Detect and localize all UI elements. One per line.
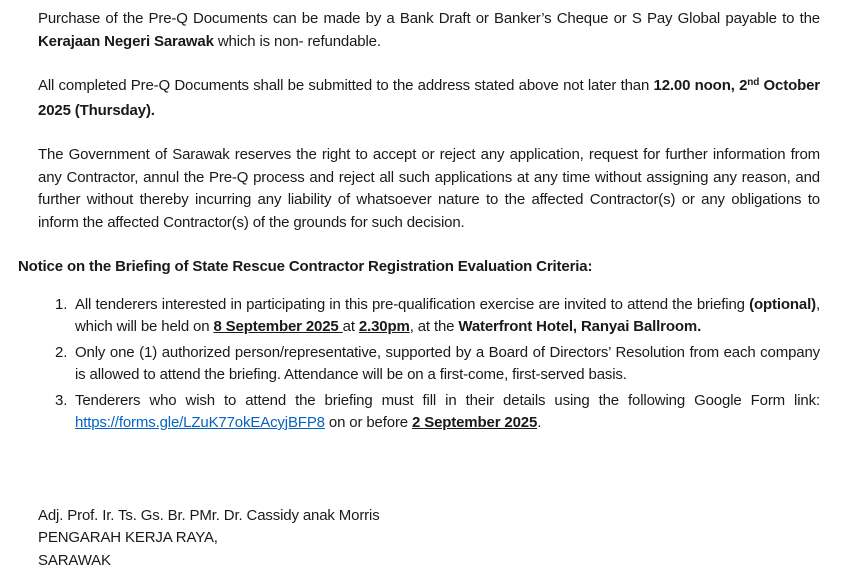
list-item-2 — [38, 342, 820, 387]
paragraph-government-rights — [38, 144, 820, 234]
list-item-1 — [38, 294, 820, 339]
briefing-venue: Waterfront Hotel, Ranyai Ballroom. — [458, 318, 702, 335]
paragraph-purchase-tail: which is non- refundable. — [213, 32, 381, 50]
notice-heading — [18, 256, 820, 279]
briefing-date: 8 September 2025 — [213, 318, 343, 335]
paragraph-submission-deadline — [38, 75, 820, 122]
list-item-3 — [38, 390, 820, 435]
notice-heading-text: Notice on the Briefing of State Rescue Contractor Registration Evaluation Criteria: — [18, 258, 593, 275]
paragraph-purchase-text: Purchase of the Pre-Q Documents can be made by a Bank Draft or Banker’s Cheque or S Pay Global payable to the — [38, 10, 820, 27]
list-item-1-number: 1. — [55, 295, 68, 313]
briefing-notice-list — [38, 294, 820, 435]
paragraph-purchase — [38, 8, 820, 53]
list-item-2-number: 2. — [55, 343, 68, 361]
optional-bold: (optional) — [749, 295, 816, 313]
list-item-3-number: 3. — [55, 391, 68, 409]
kerajaan-negeri-sarawak-bold: Kerajaan Negeri Sarawak — [38, 32, 214, 50]
signatory-title: PENGARAH KERJA RAYA, — [38, 529, 218, 546]
ordinal-superscript: nd — [747, 77, 760, 88]
briefing-time: 2.30pm — [358, 318, 410, 335]
deadline-bold: 12.00 noon, 2nd October 2025 (Thursday). — [38, 77, 820, 119]
signatory-region: SARAWAK — [38, 551, 111, 569]
google-form-link[interactable]: https://forms.gle/LZuK77okEAcyjBFP8 — [75, 414, 325, 431]
paragraph-government-rights-text: The Government of Sarawak reserves the right to accept or reject any application, request for further information from any Contractor, annul the Pre-Q process and reject all such applications at any time without assigning any reason, and further without thereby incurring any liability of whatsoever nature to the affected Contractor(s) or any obligations to inform the affected Contractor(s) of the grounds for such decision. — [38, 146, 820, 231]
signature-block — [38, 505, 820, 573]
signatory-name: Adj. Prof. Ir. Ts. Gs. Br. PMr. Dr. Cassidy anak Morris — [38, 506, 380, 524]
paragraph-submission-text: All completed Pre-Q Documents shall be submitted to the address stated above not later than — [38, 77, 654, 94]
list-item-1-text: All tenderers interested in participating in this pre-qualification exercise are invited to attend the briefing (optional), which will be held on 8 September 2025 at 2.30pm, at the Waterfront Hotel, Ranyai Ballroom. — [75, 295, 820, 335]
list-item-3-text: Tenderers who wish to attend the briefing must fill in their details using the following Google Form link: https://forms.gle/LZuK77okEAcyjBFP8 on or before 2 September 2025. — [75, 391, 820, 431]
form-deadline: 2 September 2025 — [412, 414, 538, 431]
list-item-2-text: Only one (1) authorized person/representative, supported by a Board of Directors’ Resolution from each company is allowed to attend the briefing. Attendance will be on a first-come, first-served basis. — [75, 343, 820, 383]
